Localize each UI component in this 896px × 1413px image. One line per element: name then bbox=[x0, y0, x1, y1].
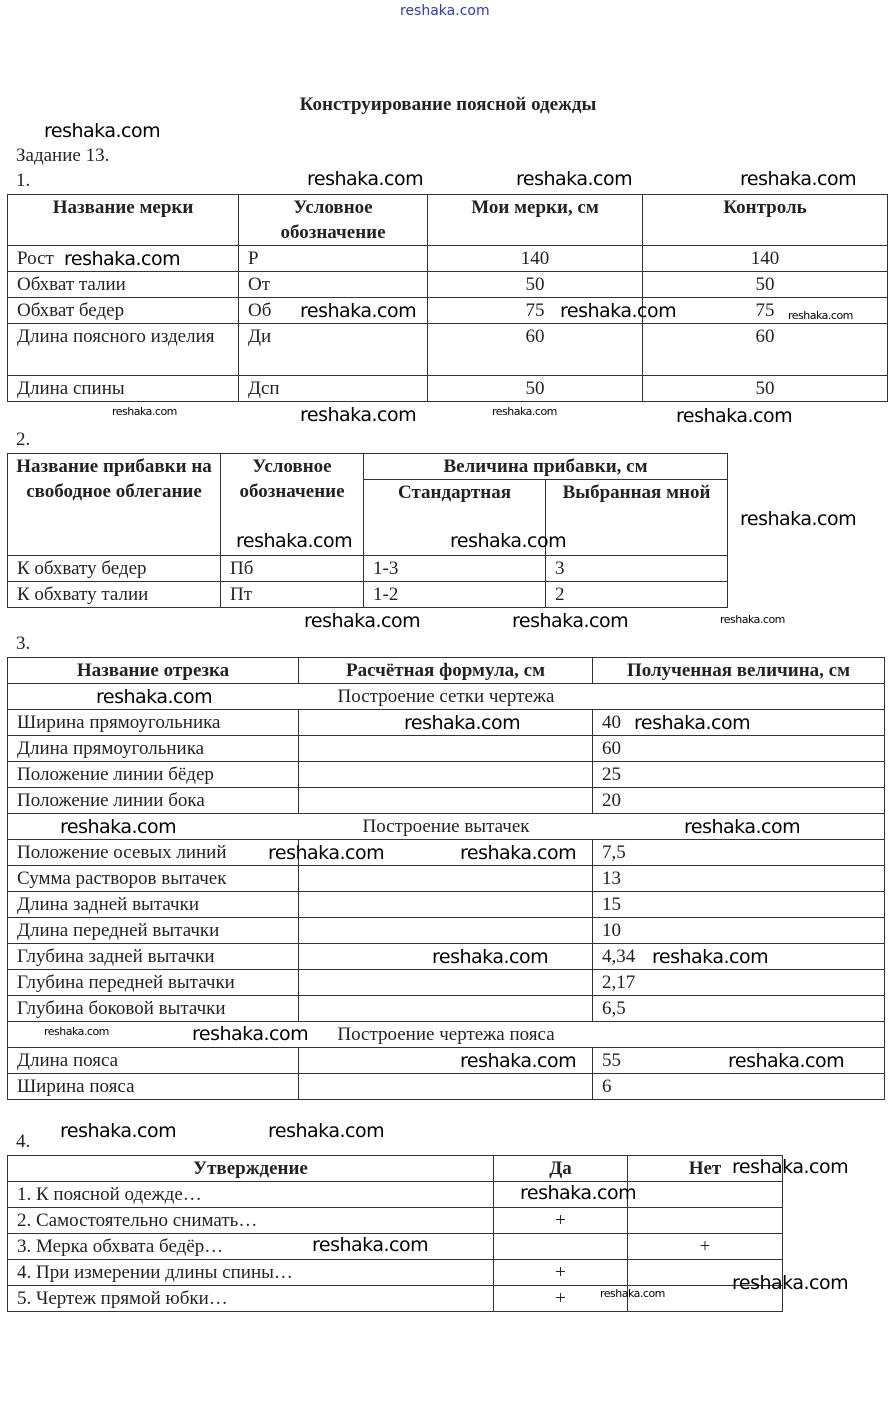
table-cell bbox=[628, 1208, 783, 1234]
table-cell: К обхвату талии bbox=[8, 582, 221, 608]
watermark: reshaka.com bbox=[788, 309, 853, 322]
table-cell bbox=[299, 970, 593, 996]
watermark: reshaka.com bbox=[460, 1050, 577, 1072]
watermark: reshaka.com bbox=[740, 508, 857, 530]
table-cell: 15 bbox=[593, 892, 885, 918]
table4-number: 4. bbox=[16, 1131, 31, 1152]
table-cell: Длина прямоугольника bbox=[8, 736, 299, 762]
watermark: reshaka.com bbox=[560, 300, 677, 322]
table-row bbox=[8, 272, 888, 298]
table-cell: 75 bbox=[428, 298, 643, 324]
table-cell: 60 bbox=[643, 324, 888, 376]
table-cell bbox=[299, 762, 593, 788]
table-cell: 13 bbox=[593, 866, 885, 892]
table-cell: 10 bbox=[593, 918, 885, 944]
table-cell: Обхват талии bbox=[8, 272, 239, 298]
table-row bbox=[8, 1182, 783, 1208]
table-row bbox=[8, 866, 885, 892]
table-cell: 2. Самостоятельно снимать… bbox=[8, 1208, 494, 1234]
table-cell: Построение сетки чертежа bbox=[8, 684, 885, 710]
table-row bbox=[8, 970, 885, 996]
table-row bbox=[8, 736, 885, 762]
watermark: reshaka.com bbox=[520, 1182, 637, 1204]
table-cell: 6,5 bbox=[593, 996, 885, 1022]
table-cell: 3 bbox=[546, 556, 728, 582]
table-cell: + bbox=[494, 1208, 628, 1234]
table-cell: Положение линии бёдер bbox=[8, 762, 299, 788]
table-cell: Глубина передней вытачки bbox=[8, 970, 299, 996]
watermark: reshaka.com bbox=[450, 530, 567, 552]
col-header: Стандартная bbox=[364, 480, 546, 556]
watermark: reshaka.com bbox=[732, 1272, 849, 1294]
table-row bbox=[8, 1208, 783, 1234]
watermark: reshaka.com bbox=[304, 610, 421, 632]
watermark: reshaka.com bbox=[300, 300, 417, 322]
table-cell bbox=[299, 866, 593, 892]
watermark: reshaka.com bbox=[112, 405, 177, 418]
table-cell: 75 bbox=[643, 298, 888, 324]
table-cell: 50 bbox=[428, 376, 643, 402]
watermark: reshaka.com bbox=[492, 405, 557, 418]
table-cell bbox=[494, 1234, 628, 1260]
watermark: reshaka.com bbox=[404, 712, 521, 734]
col-header: Условное обозначение bbox=[239, 195, 428, 246]
table-cell: 40 bbox=[593, 710, 885, 736]
table-cell bbox=[299, 918, 593, 944]
table-row bbox=[8, 298, 888, 324]
table-cell: К обхвату бедер bbox=[8, 556, 221, 582]
col-header: Контроль bbox=[643, 195, 888, 246]
table-cell: 50 bbox=[643, 272, 888, 298]
table-cell: 4,34 bbox=[593, 944, 885, 970]
table-cell: Длина спины bbox=[8, 376, 239, 402]
watermark: reshaka.com bbox=[652, 946, 769, 968]
table-cell: 1-3 bbox=[364, 556, 546, 582]
table-row bbox=[8, 1286, 783, 1312]
table-cell: Длина пояса bbox=[8, 1048, 299, 1074]
table-cell: + bbox=[494, 1286, 628, 1312]
watermark: reshaka.com bbox=[192, 1023, 309, 1045]
watermark: reshaka.com bbox=[44, 1025, 109, 1038]
col-header: Расчётная формула, см bbox=[299, 658, 593, 684]
watermark: reshaka.com bbox=[720, 613, 785, 626]
table-cell: 4. При измерении длины спины… bbox=[8, 1260, 494, 1286]
table-cell bbox=[299, 736, 593, 762]
table-cell: Построение вытачек bbox=[8, 814, 885, 840]
col-header: Название мерки bbox=[8, 195, 239, 246]
table-cell: Построение чертежа пояса bbox=[8, 1022, 885, 1048]
table-cell: Положение линии бока bbox=[8, 788, 299, 814]
col-header: Мои мерки, см bbox=[428, 195, 643, 246]
watermark: reshaka.com bbox=[44, 120, 161, 142]
watermark: reshaka.com bbox=[64, 248, 181, 270]
table-cell: Ди bbox=[239, 324, 428, 376]
watermark: reshaka.com bbox=[60, 1120, 177, 1142]
table-cell: 140 bbox=[428, 246, 643, 272]
table-row bbox=[8, 1074, 885, 1100]
table-cell: 20 bbox=[593, 788, 885, 814]
col-header: Да bbox=[494, 1156, 628, 1182]
table-row bbox=[8, 762, 885, 788]
table-cell: 5. Чертеж прямой юбки… bbox=[8, 1286, 494, 1312]
table-cell bbox=[299, 996, 593, 1022]
table-cell: 6 bbox=[593, 1074, 885, 1100]
table-cell: Р bbox=[239, 246, 428, 272]
table-cell: 60 bbox=[593, 736, 885, 762]
table3-number: 3. bbox=[16, 633, 31, 654]
table2-number: 2. bbox=[16, 429, 31, 450]
table1-number: 1. bbox=[16, 170, 31, 191]
table-cell bbox=[628, 1182, 783, 1208]
watermark: reshaka.com bbox=[634, 712, 751, 734]
table-cell: + bbox=[628, 1234, 783, 1260]
table-cell: 3. Мерка обхвата бедёр… bbox=[8, 1234, 494, 1260]
watermark: reshaka.com bbox=[516, 168, 633, 190]
col-header: Утверждение bbox=[8, 1156, 494, 1182]
watermark: reshaka.com bbox=[460, 842, 577, 864]
watermark: reshaka.com bbox=[236, 530, 353, 552]
watermark: reshaka.com bbox=[300, 404, 417, 426]
table-cell: Ширина пояса bbox=[8, 1074, 299, 1100]
table-cell: Сумма растворов вытачек bbox=[8, 866, 299, 892]
table-cell: 50 bbox=[643, 376, 888, 402]
watermark: reshaka.com bbox=[312, 1234, 429, 1256]
table-cell: Глубина задней вытачки bbox=[8, 944, 299, 970]
table-row bbox=[8, 376, 888, 402]
table-cell: 140 bbox=[643, 246, 888, 272]
watermark: reshaka.com bbox=[512, 610, 629, 632]
table-cell: От bbox=[239, 272, 428, 298]
col-header: Условное обозначение bbox=[221, 454, 364, 556]
watermark: reshaka.com bbox=[60, 816, 177, 838]
table-row bbox=[8, 892, 885, 918]
watermark: reshaka.com bbox=[728, 1050, 845, 1072]
watermark: reshaka.com bbox=[732, 1156, 849, 1178]
table-row bbox=[8, 918, 885, 944]
watermark: reshaka.com bbox=[268, 1120, 385, 1142]
col-header: Величина прибавки, см bbox=[364, 454, 728, 480]
table-row bbox=[8, 556, 728, 582]
table-row bbox=[8, 840, 885, 866]
col-header: Выбранная мной bbox=[546, 480, 728, 556]
table-cell: 1. К поясной одежде… bbox=[8, 1182, 494, 1208]
allowance-table bbox=[7, 453, 728, 608]
col-header: Название прибавки на свободное облегание bbox=[8, 454, 221, 556]
page-title: Конструирование поясной одежды bbox=[299, 94, 597, 115]
table-cell: + bbox=[494, 1260, 628, 1286]
watermark: reshaka.com bbox=[676, 405, 793, 427]
task-label: Задание 13. bbox=[16, 145, 110, 166]
table-cell bbox=[299, 1074, 593, 1100]
table-cell: Ширина прямоугольника bbox=[8, 710, 299, 736]
table-row bbox=[8, 1260, 783, 1286]
table-cell: Длина задней вытачки bbox=[8, 892, 299, 918]
watermark: reshaka.com bbox=[268, 842, 385, 864]
col-header: Название отрезка bbox=[8, 658, 299, 684]
table-cell: Обхват бедер bbox=[8, 298, 239, 324]
measurements-table bbox=[7, 194, 888, 402]
watermark: reshaka.com bbox=[307, 168, 424, 190]
table-row bbox=[8, 582, 728, 608]
table-cell: Об bbox=[239, 298, 428, 324]
col-header: Полученная величина, см bbox=[593, 658, 885, 684]
table-cell: Положение осевых линий bbox=[8, 840, 299, 866]
table-cell: 55 bbox=[593, 1048, 885, 1074]
table-cell bbox=[299, 788, 593, 814]
table-cell: 2,17 bbox=[593, 970, 885, 996]
table-cell: Глубина боковой вытачки bbox=[8, 996, 299, 1022]
table-cell: Пт bbox=[221, 582, 364, 608]
table-cell: 25 bbox=[593, 762, 885, 788]
col-header: Нет bbox=[628, 1156, 783, 1182]
table-cell: Рост bbox=[8, 246, 239, 272]
table-cell: 1-2 bbox=[364, 582, 546, 608]
table-cell: Длина поясного изделия bbox=[8, 324, 239, 376]
watermark: reshaka.com bbox=[684, 816, 801, 838]
watermark: reshaka.com bbox=[432, 946, 549, 968]
table-cell: 2 bbox=[546, 582, 728, 608]
table-row bbox=[8, 996, 885, 1022]
table-cell: 50 bbox=[428, 272, 643, 298]
table-cell: 7,5 bbox=[593, 840, 885, 866]
watermark: reshaka.com bbox=[600, 1287, 665, 1300]
table-cell: Длина передней вытачки bbox=[8, 918, 299, 944]
table-cell: Пб bbox=[221, 556, 364, 582]
watermark: reshaka.com bbox=[96, 686, 213, 708]
top-link[interactable]: reshaka.com bbox=[400, 3, 490, 19]
table-cell: 60 bbox=[428, 324, 643, 376]
table-row bbox=[8, 324, 888, 376]
table-cell: Дсп bbox=[239, 376, 428, 402]
table-row bbox=[8, 1022, 885, 1048]
table-cell bbox=[299, 892, 593, 918]
table-row bbox=[8, 788, 885, 814]
watermark: reshaka.com bbox=[740, 168, 857, 190]
